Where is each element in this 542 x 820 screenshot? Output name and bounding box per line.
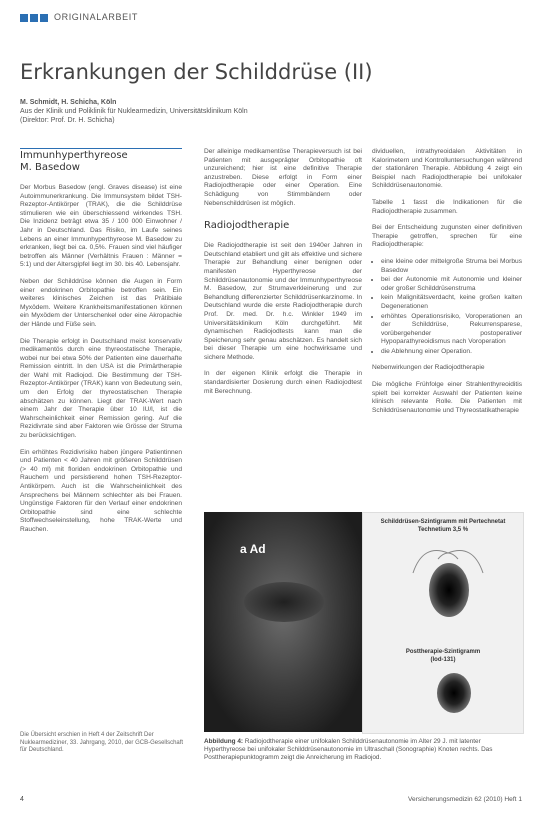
page-number: 4 bbox=[20, 796, 24, 803]
author-names: M. Schmidt, H. Schicha, Köln bbox=[20, 99, 117, 106]
paragraph: Der alleinige medikamentöse Therapieversuch ist bei Patienten mit ausgeprägter Orbitopathie oft unzureichend; hier ist eine definitive Therapie anzustreben. Diese erfolgt in Form einer Radiojodtherapie oder einer Operation. Eine Schädigung von Stimmbändern oder Nebenschilddrüsen ist möglich. bbox=[204, 148, 362, 207]
scintigram-image bbox=[362, 512, 524, 734]
subheading: Nebenwirkungen der Radiojodtherapie bbox=[372, 364, 485, 372]
ultrasound-nodule bbox=[244, 582, 324, 622]
list-item: • bei der Autonomie mit Autonomie und kleiner oder großer Schilddrüsenstruma bbox=[381, 276, 522, 293]
list-item: • eine kleine oder mittelgroße Struma bei Morbus Basedow bbox=[381, 258, 522, 275]
list-item: • kein Malignitätsverdacht, keine großen kalten Degenerationen bbox=[381, 294, 522, 311]
caption-label: Abbildung 4: bbox=[204, 738, 244, 745]
scan-subtitle: Technetium 3,5 % bbox=[417, 527, 469, 533]
section-heading: Radiojodtherapie bbox=[204, 220, 290, 232]
hot-spot bbox=[437, 673, 471, 713]
list-item: • erhöhtes Operationsrisiko, Voroperationen an der Schilddrüse, Rekurrensparese, vorübergehender postoperativer Hypoparathyreoidismus nach Voroperation bbox=[381, 313, 522, 347]
column-2 bbox=[204, 148, 362, 404]
header-square bbox=[30, 14, 38, 22]
section-subheading: M. Basedow bbox=[20, 162, 80, 173]
footnote: Die Übersicht erschien in Heft 4 der Zeitschrift Der Nuklearmediziner, 33. Jahrgang, 2010, der GCB-Gesellschaft für Deutschland. bbox=[20, 732, 184, 754]
paragraph: Bei der Entscheidung zugunsten einer definitiven Therapie getroffen, sprechen für eine Radiojodtherapie: bbox=[372, 224, 522, 249]
indication-list bbox=[372, 258, 522, 357]
ultrasound-label: a Ad bbox=[240, 542, 266, 556]
hot-spot bbox=[429, 563, 469, 617]
paragraph: Neben der Schilddrüse können die Augen in Form einer endokrinen Orbitopathie betroffen sein. Ein weiteres klinisches Zeichen ist das Prätibiale Myxödem. Weitere Krankheitsmanifestationen können ein Myxödem der Unterschenkel oder eine Akropachie der Hände und Füße sein. bbox=[20, 277, 182, 328]
paragraph: dividuellen, intrathyreoidalen Aktivitäten in Kalorimetern und Kontrolluntersuchungen während der stationären Therapie. Abbildung 4 zeigt ein Beispiel nach Radiojodtherapie bei unifokaler Schilddrüsenautonomie. bbox=[372, 148, 522, 190]
paragraph: Tabelle 1 fasst die Indikationen für die Radiojodtherapie zusammen. bbox=[372, 198, 522, 215]
page-title: Erkrankungen der Schilddrüse (II) bbox=[20, 60, 373, 84]
scan-title: Posttherapie-Szintigramm bbox=[405, 649, 481, 655]
paragraph: Die Therapie erfolgt in Deutschland meist konservativ medikamentös durch eine thyreostatische Therapie, wobei nur bei etwa 50% der Patienten eine dauerhafte Remission eintritt. In den USA ist die Primärtherapie der Wahl mit Radiojod. Die Bestimmung der TSH-Rezeptor-Antikörper (TRAK) kann von Bedeutung sein, um den Erfolg der thyreostatischen Therapie abschätzen zu können. Liegt der TRAK-Wert nach einem Jahr der Therapie über 10 IU/l, ist die Wahrscheinlichkeit einer Remission gering. Auf die Rezidivrate sind aber Faktoren wie Grösse der Struma zu berücksichtigen. bbox=[20, 337, 182, 440]
column-1 bbox=[20, 150, 182, 543]
author-director: (Direktor: Prof. Dr. H. Schicha) bbox=[20, 117, 115, 124]
column-3 bbox=[372, 148, 522, 423]
header-square bbox=[20, 14, 28, 22]
authors-block bbox=[20, 98, 340, 125]
header-square bbox=[40, 14, 48, 22]
ultrasound-image bbox=[204, 512, 362, 732]
paragraph: Die mögliche Frühfolge einer Strahlenthyreoiditis spielt bei korrekter Auswahl der Patienten keine klinisch relevante Rolle. Die Patienten mit Schilddrüsenautonomie und Thyreostatikatherapie bbox=[372, 381, 522, 414]
heading-rule bbox=[20, 148, 182, 149]
list-item: • die Ablehnung einer Operation. bbox=[381, 348, 522, 357]
ultrasound-texture bbox=[204, 512, 362, 732]
paragraph: Ein erhöhtes Rezidivrisiko haben jüngere Patientinnen und Patienten < 40 Jahren mit größeren Schilddrüsen (> 40 ml) mit floriden endokrinen Orbitopathie und Rauchern und persistierend hohen TSH-Rezeptor-Antikörpern. Auch ist die Wahrscheinlichkeit des Ansprechens bei Männern schlechter als bei Frauen. Ungünstige Faktoren für den Verlauf einer endokrinen Orbitopathie sind eine schlechte Stoffwechseleinstellung, hohe TRAK-Werte und Rauchen. bbox=[20, 448, 182, 533]
figure-caption bbox=[204, 738, 522, 762]
caption-text: Radiojodtherapie einer unifokalen Schilddrüsenautonomie im Alter 29 J. mit latenter Hyperthyreose bei unifokaler Schilddrüsenautonomie im Ultraschall (Sonographie) Knoten rechts. Das Posttherapiepunktogramm zeigt die Anreicherung im Radiojod. bbox=[204, 738, 493, 761]
paragraph: Die Radiojodtherapie ist seit den 1940er Jahren in Deutschland etabliert und gilt als effektive und sichere Therapie zur Behandlung einer benignen oder manifesten Hyperthyreose der Schilddrüsenautonomie und der Immunhyperthyreose M. Basedow, zur Strumaverkleinerung und zur Behandlung differenzierter Schilddrüsenkarzinome. In Deutschland wurde die erste Radiojodtherapie durch Prof. Dr. med. Dr. h.c. Winkler 1949 im Universitätsklinikum Köln durchgeführt. Mit dynamischen Radiojodtests kann man die Speicherung sehr genau abschätzen. Es handelt sich bei dieser Therapie um eine hochwirksame und sichere Methode. bbox=[204, 242, 362, 361]
author-affiliation: Aus der Klinik und Poliklinik für Nuklearmedizin, Universitätsklinikum Köln bbox=[20, 108, 248, 115]
scan-title: Schilddrüsen-Szintigramm mit Pertechnetat bbox=[380, 519, 506, 525]
section-heading: Immunhyperthyreose bbox=[20, 150, 128, 161]
journal-reference: Versicherungsmedizin 62 (2010) Heft 1 bbox=[408, 796, 522, 803]
scan-subtitle: (Iod-131) bbox=[430, 657, 456, 663]
paragraph: Der Morbus Basedow (engl. Graves disease) ist eine Autoimmunerkrankung. Die Immunsystem bildet TSH-Rezeptor-Antikörper (TRAK), die die Schilddrüse stimulieren wie ein überschiessend wirkendes TSH. Die Inzidenz beträgt etwa 35 / 100 000 Einwohner / Jahr in Deutschland. Das Risiko, im Laufe seines Lebens an einer Immunhyperthyreose M. Basedow zu erkranken, liegt bei ca. 0,5%. Frauen sind viel häufiger betroffen als Männer (Verhältnis Frauen : Männer = 5:1) und der Altersgipfel liegt im 30. bis 40. Lebensjahr. bbox=[20, 184, 182, 269]
section-label: ORIGINALARBEIT bbox=[54, 12, 138, 22]
paragraph: In der eigenen Klinik erfolgt die Therapie in standardisierter Dosierung durch einen Radiojodtest mit Berechnung. bbox=[204, 370, 362, 395]
